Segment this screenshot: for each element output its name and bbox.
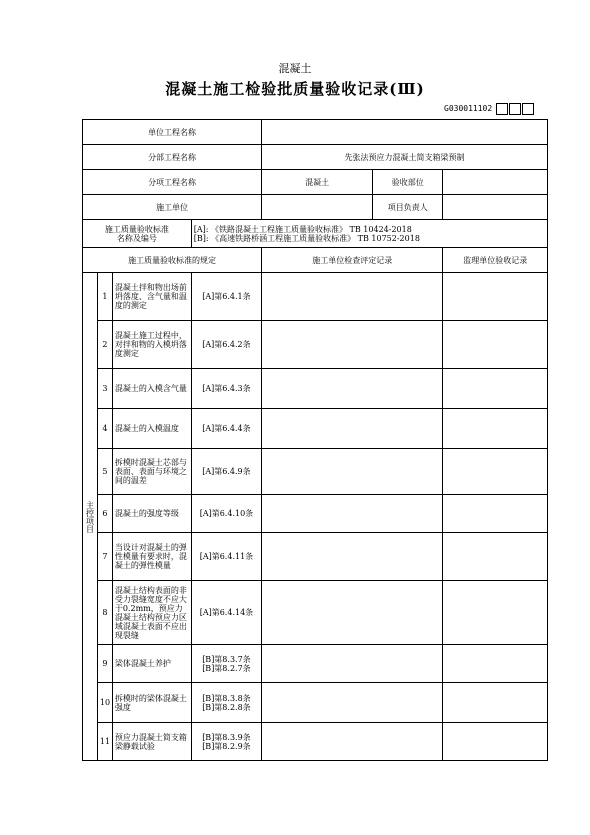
item-text: 当设计对混凝土的弹性模量有要求时，混凝土的弹性模量 <box>112 533 191 581</box>
table-row <box>83 321 548 369</box>
item-no: 4 <box>97 409 112 449</box>
row-division <box>83 145 548 170</box>
col-header-spec: 施工质量验收标准的规定 <box>83 248 262 273</box>
item-no: 5 <box>97 449 112 495</box>
contractor-record-cell[interactable] <box>262 369 443 409</box>
item-text: 拆模时的梁体混凝土强度 <box>112 683 191 723</box>
table-row <box>83 645 548 683</box>
division-label: 分部工程名称 <box>83 145 262 170</box>
contractor-record-cell[interactable] <box>262 409 443 449</box>
contractor-record-cell[interactable] <box>262 449 443 495</box>
contractor-record-cell[interactable] <box>262 495 443 533</box>
standard-names <box>191 220 547 248</box>
contractor-record-cell[interactable] <box>262 683 443 723</box>
row-column-headers <box>83 248 548 273</box>
contractor-record-cell[interactable] <box>262 581 443 645</box>
table-row <box>83 273 548 321</box>
item-no: 6 <box>97 495 112 533</box>
item-clause: [A]第6.4.10条 <box>191 495 261 533</box>
standard-line-1: [A]: 《铁路混凝土工程施工质量验收标准》 TB 10424-2018 <box>193 224 412 234</box>
supervisor-record-cell[interactable] <box>443 409 548 449</box>
contractor-record-cell[interactable] <box>262 645 443 683</box>
item-clause: [A]第6.4.2条 <box>191 321 261 369</box>
item-clause: [A]第6.4.1条 <box>191 273 261 321</box>
subdivision-value[interactable]: 混凝土 <box>262 170 373 195</box>
row-standard <box>83 220 548 248</box>
table-row <box>83 495 548 533</box>
item-no: 3 <box>97 369 112 409</box>
row-unit-project <box>83 120 548 145</box>
item-no: 1 <box>97 273 112 321</box>
standard-label-line-2: 名称及编号 <box>116 233 157 243</box>
form-code-text: G030011102 <box>444 104 493 113</box>
row-subdivision <box>83 170 548 195</box>
item-clause: [A]第6.4.4条 <box>191 409 261 449</box>
page-title: 混凝土施工检验批质量验收记录(Ⅲ) <box>165 80 425 98</box>
supervisor-record-cell[interactable] <box>443 645 548 683</box>
contractor-record-cell[interactable] <box>262 723 443 761</box>
project-manager-label: 项目负责人 <box>373 195 443 220</box>
code-box-3[interactable] <box>522 103 534 115</box>
supervisor-record-cell[interactable] <box>443 723 548 761</box>
item-text: 混凝土施工过程中，对拌和物的入模坍落度测定 <box>112 321 191 369</box>
form-code <box>444 102 534 115</box>
inspection-table <box>82 119 548 761</box>
supervisor-record-cell[interactable] <box>443 449 548 495</box>
supervisor-record-cell[interactable] <box>443 581 548 645</box>
item-no: 10 <box>97 683 112 723</box>
col-header-supervisor: 监理单位验收记录 <box>443 248 548 273</box>
item-clause: [B]第8.3.9条 [B]第8.2.9条 <box>191 723 261 761</box>
item-text: 梁体混凝土养护 <box>112 645 191 683</box>
supervisor-record-cell[interactable] <box>443 369 548 409</box>
item-clause: [A]第6.4.3条 <box>191 369 261 409</box>
unit-project-label: 单位工程名称 <box>83 120 262 145</box>
section-label: 主控项目 <box>83 273 98 761</box>
item-clause: [A]第6.4.11条 <box>191 533 261 581</box>
table-row <box>83 409 548 449</box>
contractor-record-cell[interactable] <box>262 321 443 369</box>
col-header-contractor: 施工单位检查评定记录 <box>262 248 443 273</box>
item-text: 预应力混凝土简支箱梁静载试验 <box>112 723 191 761</box>
item-text: 混凝土的入模温度 <box>112 409 191 449</box>
item-text: 混凝土结构表面的非受力裂缝宽度不应大于0.2mm，预应力混凝土结构预应力区域混凝土表面不应出现裂缝 <box>112 581 191 645</box>
item-no: 9 <box>97 645 112 683</box>
unit-project-value[interactable] <box>262 120 548 145</box>
table-row <box>83 533 548 581</box>
contractor-label: 施工单位 <box>83 195 262 220</box>
subdivision-label: 分项工程名称 <box>83 170 262 195</box>
table-row <box>83 581 548 645</box>
code-box-1[interactable] <box>496 103 508 115</box>
division-value[interactable]: 先张法预应力混凝土简支箱梁预制 <box>262 145 548 170</box>
item-clause: [A]第6.4.9条 <box>191 449 261 495</box>
category-label: 混凝土 <box>278 62 312 75</box>
supervisor-record-cell[interactable] <box>443 533 548 581</box>
item-no: 11 <box>97 723 112 761</box>
item-clause: [B]第8.3.8条 [B]第8.2.8条 <box>191 683 261 723</box>
item-no: 7 <box>97 533 112 581</box>
table-row <box>83 369 548 409</box>
table-row <box>83 723 548 761</box>
row-contractor <box>83 195 548 220</box>
project-manager-value[interactable] <box>443 195 548 220</box>
item-clause: [A]第6.4.14条 <box>191 581 261 645</box>
supervisor-record-cell[interactable] <box>443 321 548 369</box>
standard-label-line-1: 施工质量验收标准 <box>104 224 169 234</box>
acceptance-location-label: 验收部位 <box>373 170 443 195</box>
supervisor-record-cell[interactable] <box>443 273 548 321</box>
item-no: 2 <box>97 321 112 369</box>
standard-label <box>83 220 192 248</box>
item-text: 混凝土的强度等级 <box>112 495 191 533</box>
standard-line-2: [B]: 《高速铁路桥涵工程施工质量验收标准》 TB 10752-2018 <box>193 233 420 243</box>
contractor-value[interactable] <box>262 195 373 220</box>
table-row <box>83 449 548 495</box>
item-text: 混凝土拌和物出场前坍落度、含气量和温度的测定 <box>112 273 191 321</box>
item-clause: [B]第8.3.7条 [B]第8.2.7条 <box>191 645 261 683</box>
item-no: 8 <box>97 581 112 645</box>
item-text: 混凝土的入模含气量 <box>112 369 191 409</box>
code-box-2[interactable] <box>509 103 521 115</box>
supervisor-record-cell[interactable] <box>443 495 548 533</box>
item-text: 拆模时混凝土芯部与表面、表面与环境之间的温差 <box>112 449 191 495</box>
contractor-record-cell[interactable] <box>262 273 443 321</box>
acceptance-location-value[interactable] <box>443 170 548 195</box>
contractor-record-cell[interactable] <box>262 533 443 581</box>
supervisor-record-cell[interactable] <box>443 683 548 723</box>
table-row <box>83 683 548 723</box>
